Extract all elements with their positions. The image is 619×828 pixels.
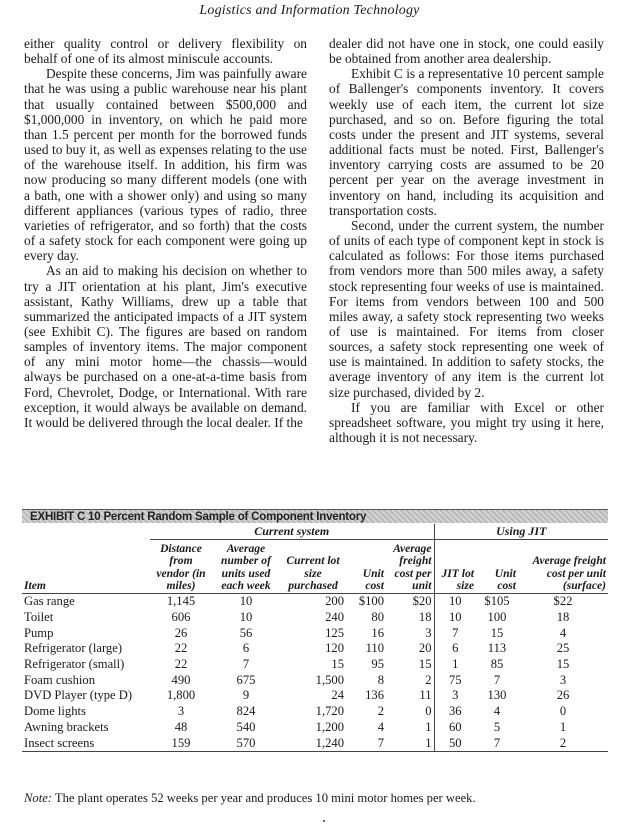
cell-avg-units: 10 [239,609,253,624]
cell-avg-units: 10 [239,594,253,609]
note-label: Note: [24,791,52,805]
cell-item: Pump [24,625,54,640]
cell-unit-cost: 110 [365,641,384,656]
cell-avg-units: 9 [242,688,250,703]
cell-unit-cost: 7 [346,736,386,752]
cell-distance: 22 [174,641,188,656]
group-using-jit: Using JIT [434,524,608,540]
table-row [22,704,608,720]
cell-item: DVD Player (type D) [24,688,133,703]
cell-distance: 1,145 [166,594,196,609]
header-jit-lot: JIT lot size [434,540,476,594]
cell-freight: 1 [425,719,432,734]
cell-jit-freight: 26 [556,688,570,703]
cell-jit-lot: 10 [434,610,476,626]
cell-lot-size: 15 [331,657,344,671]
cell-avg-units: 6 [242,641,250,656]
cell-lot-size: 24 [331,688,344,703]
paragraph: either quality control or delivery flexibility on behalf of one of its almost miniscule accounts. [24,36,307,67]
cell-avg-units: 675 [236,672,256,687]
cell-avg-units: 56 [239,625,253,640]
header-distance: Distance from vendor (in miles) [150,540,212,594]
table-row [22,673,608,689]
cell-freight: 18 [418,609,432,624]
cell-lot-size: 1,720 [315,704,344,719]
table-row [22,720,608,736]
cell-jit-freight: 4 [559,625,567,640]
exhibit-table [22,524,608,752]
table-row [22,657,608,673]
left-column [24,36,307,430]
cell-avg-units: 540 [236,719,256,734]
cell-jit-lot: 36 [434,704,476,720]
paragraph: Second, under the current system, the number of units of each type of component kept in stock is calculated as follows: For those items purchased from vendors more than 500 miles away, a safety stock representing four weeks of use is maintained. For items from vendors between 100 and 500 miles away, a safety stock representing two weeks of use is maintained. For items from closer sources, a safety stock representing one week of use is maintained. In addition to safety stocks, the average inventory of any item is the current lot size purchased, divided by 2. [329,217,604,400]
cell-jit-unit-cost: 4 [493,704,501,719]
cell-distance: 3 [177,704,185,719]
cell-avg-units: 824 [236,704,256,719]
group-current-system: Current system [150,524,434,540]
cell-freight: 15 [418,657,432,671]
cell-unit-cost: 4 [377,719,384,734]
cell-item: Refrigerator (large) [24,641,123,656]
header-jit-unit-cost: Unit cost [476,540,518,594]
cell-jit-unit-cost: 7 [476,736,518,752]
paragraph: As an aid to making his decision on whether to try a JIT orientation at his plant, Jim's executive assistant, Kathy Williams, drew up a table that summarized the anticipated impacts of a JIT system (see Exhibit C). The figures are based on random samples of inventory items. The major component of any mini motor home—the chassis—would always be purchased on a one-at-a-time basis from Ford, Chevrolet, Dodge, or International. With rare exception, it would always be available on demand. It would be delivered through the local dealer. If the [24,263,307,430]
table-row [22,610,608,626]
table-row [22,736,608,752]
cell-item: Awning brackets [24,719,109,734]
cell-jit-freight: 25 [556,641,570,656]
table-row [22,626,608,642]
cell-jit-freight: $22 [553,594,573,609]
cell-lot-size: 200 [325,594,344,609]
cell-lot-size: 1,240 [280,736,346,752]
cell-item: Foam cushion [24,672,96,687]
table-row [22,688,608,704]
cell-jit-lot: 60 [434,720,476,736]
cell-lot-size: 1,200 [315,719,344,734]
table-row [22,594,608,610]
header-jit-freight: Average freight cost per unit (surface) [518,540,608,594]
cell-jit-unit-cost: 85 [490,657,504,671]
header-unit-cost: Unit cost [346,540,386,594]
cell-jit-freight: 15 [556,657,570,671]
cell-lot-size: 1,500 [315,672,344,687]
paragraph: Despite these concerns, Jim was painfully aware that he was using a public warehouse near his plant that usually contained between $500,000 and $1,000,000 in inventory, on which he paid more than 1.5 percent per month for the borrowed funds used to buy it, as well as expenses relating to the use of the warehouse itself. In addition, his firm was now producing so many different models (one with a bath, one with a shower only) and using so many different appliances (various types of radio, three varieties of refrigerator, and so forth) that the costs of a safety stock for each component were going up every day. [24,66,307,264]
table-note [24,791,476,806]
cell-jit-unit-cost: 15 [490,625,504,640]
column-header-row [22,540,608,594]
paragraph: If you are familiar with Excel or other spreadsheet software, you might try using it here, although it is not necessary. [329,399,604,446]
right-column [329,36,604,445]
cell-unit-cost: 16 [371,625,384,640]
exhibit-table-wrap [22,524,608,752]
cell-jit-unit-cost: $105 [484,594,510,609]
cell-unit-cost: 95 [371,657,384,671]
page-dot [323,820,325,822]
cell-jit-unit-cost: 100 [487,609,507,624]
cell-distance: 26 [174,625,188,640]
header-freight: Average freight cost per unit [386,540,434,594]
cell-distance: 1,800 [166,688,196,703]
running-head: Logistics and Information Technology [199,3,420,18]
cell-distance: 490 [171,672,191,687]
cell-jit-lot: 50 [434,736,476,752]
cell-freight: 2 [425,672,432,687]
cell-freight: 1 [386,736,434,752]
cell-jit-unit-cost: 5 [493,719,501,734]
cell-avg-units: 570 [212,736,280,752]
cell-freight: 0 [425,704,432,719]
cell-distance: 159 [150,736,212,752]
cell-distance: 48 [174,719,188,734]
cell-freight: 20 [418,641,432,656]
cell-avg-units: 7 [242,657,250,671]
cell-jit-freight: 18 [556,609,570,624]
cell-jit-lot: 75 [434,673,476,689]
cell-jit-lot: 3 [434,688,476,704]
cell-jit-unit-cost: 130 [487,688,507,703]
exhibit-title-bar [22,509,608,523]
cell-jit-unit-cost: 113 [487,641,507,656]
paragraph: dealer did not have one in stock, one could easily be obtained from another area dealership. [329,36,604,67]
cell-lot-size: 120 [325,641,344,656]
cell-jit-lot: 10 [434,594,476,610]
paragraph: Exhibit C is a representative 10 percent sample of Ballenger's components inventory. It covers weekly use of each item, the current lot size purchased, and so on. Before figuring the total costs under the present and JIT systems, several additional facts must be noted. First, Ballenger's inventory carrying costs are assumed to be 20 percent per year on the average investment in inventory on hand, including its acquisition and transportation costs. [329,66,604,218]
cell-jit-freight: 3 [559,672,567,687]
cell-freight: 3 [425,625,432,640]
header-item: Item [22,540,150,594]
note-text: The plant operates 52 weeks per year and produces 10 mini motor homes per week. [51,791,476,805]
cell-distance: 22 [174,657,188,671]
cell-item: Dome lights [24,704,86,719]
cell-jit-unit-cost: 7 [493,672,501,687]
cell-unit-cost: 136 [365,688,384,703]
cell-unit-cost: 8 [377,672,384,687]
cell-jit-lot: 1 [434,657,476,673]
cell-lot-size: 125 [325,625,344,640]
header-lot-size: Current lot size purchased [280,540,346,594]
cell-jit-freight: 1 [559,719,567,734]
cell-unit-cost: 2 [377,704,384,719]
cell-freight: 11 [419,688,432,703]
cell-distance: 606 [171,609,191,624]
cell-freight: $20 [412,594,432,609]
cell-unit-cost: $100 [358,594,384,609]
cell-item: Refrigerator (small) [24,657,125,671]
cell-item: Gas range [24,594,75,609]
cell-jit-freight: 0 [559,704,567,719]
table-body [22,594,608,752]
cell-jit-lot: 6 [434,641,476,657]
cell-item: Insect screens [22,736,150,752]
cell-jit-freight: 2 [518,736,608,752]
exhibit-title: EXHIBIT C 10 Percent Random Sample of Component Inventory [30,511,367,523]
cell-lot-size: 240 [325,609,344,624]
cell-unit-cost: 80 [371,609,384,624]
table-row [22,641,608,657]
cell-item: Toilet [24,609,54,624]
header-avg-units: Average number of units used each week [212,540,280,594]
cell-jit-lot: 7 [434,626,476,642]
group-header-row [22,524,608,540]
